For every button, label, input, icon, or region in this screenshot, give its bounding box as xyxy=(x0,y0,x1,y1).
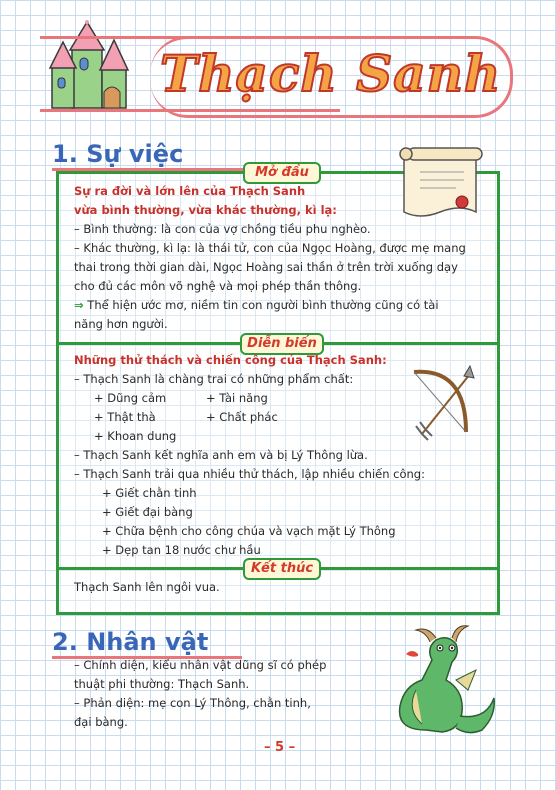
castle-illustration xyxy=(44,18,140,116)
quality-item: + Chất phác xyxy=(206,410,278,424)
dien-bien-line-2: – Thạch Sanh kết nghĩa anh em và bị Lý Thông lừa. xyxy=(74,448,368,462)
section-1-number: 1. xyxy=(52,140,78,168)
arrow-right-icon: ⇒ xyxy=(74,298,84,312)
tab-mo-dau: Mở đầu xyxy=(243,162,321,184)
mo-dau-line-4: cho đủ các môn võ nghệ và mọi phép thần thông. xyxy=(74,279,362,293)
nhan-vat-line-1: – Chính diện, kiểu nhân vật dũng sĩ có phép xyxy=(74,658,327,672)
dragon-illustration xyxy=(356,620,506,740)
scroll-illustration xyxy=(390,140,490,222)
bow-arrow-illustration xyxy=(404,360,484,446)
mo-dau-conclusion-2: năng hơn người. xyxy=(74,317,168,331)
dien-bien-line-1: – Thạch Sanh là chàng trai có những phẩm chất: xyxy=(74,372,354,386)
mo-dau-heading-2: vừa bình thường, vừa khác thường, kì lạ: xyxy=(74,203,337,217)
feat-item: + Dẹp tan 18 nước chư hầu xyxy=(102,543,261,557)
ket-thuc-line: Thạch Sanh lên ngôi vua. xyxy=(74,580,220,594)
tab-ket-thuc: Kết thúc xyxy=(243,558,321,580)
section-2-number: 2. xyxy=(52,628,78,656)
quality-item: + Khoan dung xyxy=(94,429,177,443)
page-title: Thạch Sanh xyxy=(160,44,502,103)
nhan-vat-line-3: – Phản diện: mẹ con Lý Thông, chằn tinh, xyxy=(74,696,311,710)
mo-dau-line-2: – Khác thường, kì lạ: là thái tử, con của Ngọc Hoàng, được mẹ mang xyxy=(74,241,466,255)
mo-dau-conclusion-1 xyxy=(74,296,439,315)
quality-item: + Thật thà xyxy=(94,410,156,424)
section-1-label: Sự việc xyxy=(86,140,184,168)
quality-item: + Dũng cảm xyxy=(94,391,167,405)
dien-bien-heading: Những thử thách và chiến công của Thạch Sanh: xyxy=(74,353,387,367)
mo-dau-heading-1: Sự ra đời và lớn lên của Thạch Sanh xyxy=(74,184,306,198)
mo-dau-line-1: – Bình thường: là con của vợ chồng tiều phu nghèo. xyxy=(74,222,371,236)
page-number: – 5 – xyxy=(264,740,296,755)
mo-dau-conclusion-text: Thể hiện ước mơ, niềm tin con người bình thường cũng có tài xyxy=(87,298,439,312)
section-2-title xyxy=(52,628,208,656)
tab-dien-bien: Diễn biến xyxy=(240,333,324,355)
feat-item: + Chữa bệnh cho công chúa và vạch mặt Lý Thông xyxy=(102,524,396,538)
dien-bien-line-3: – Thạch Sanh trải qua nhiều thử thách, lập nhiều chiến công: xyxy=(74,467,425,481)
feat-item: + Giết đại bàng xyxy=(102,505,193,519)
mo-dau-line-3: thai trong thời gian dài, Ngọc Hoàng sai thần ở trên trời xuống dạy xyxy=(74,260,458,274)
nhan-vat-line-4: đại bàng. xyxy=(74,715,128,729)
section-1-title xyxy=(52,140,183,168)
quality-item: + Tài năng xyxy=(206,391,268,405)
nhan-vat-line-2: thuật phi thường: Thạch Sanh. xyxy=(74,677,250,691)
feat-item: + Giết chằn tinh xyxy=(102,486,197,500)
section-2-label: Nhân vật xyxy=(86,628,209,656)
